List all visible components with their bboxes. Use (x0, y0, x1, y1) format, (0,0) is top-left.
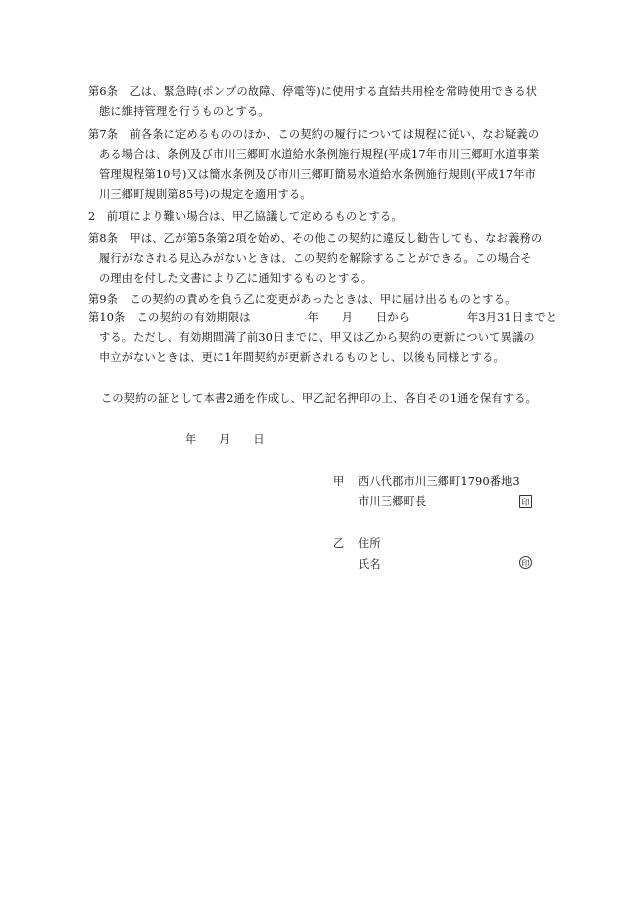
party-a-address: 西八代郡市川三郷町1790番地3 (358, 475, 520, 488)
party-b-address-label: 住所 (358, 537, 381, 550)
article-7-paragraph-2: 2 前項により難い場合は、甲乙協議して定めるものとする。 (88, 210, 403, 223)
article-7-line-2: ある場合は、条例及び市川三郷町水道給水条例施行規程(平成17年市川三郷町水道事業 (99, 148, 540, 161)
party-a-name: 市川三郷町長 (358, 495, 427, 508)
party-b-seal: 印 (519, 556, 532, 569)
contract-date: 年 月 日 (185, 433, 265, 446)
article-7-line-3: 管理規程第10号)又は簡水条例及び市川三郷町簡易水道給水条例施行規則(平成17年市 (99, 168, 536, 181)
party-a-label: 甲 (333, 475, 345, 488)
article-6-line-2: 態に維持管理を行うものとする。 (99, 105, 270, 118)
article-8-line-2: 履行がなされる見込みがないときは、この契約を解除することができる。この場合そ (99, 252, 532, 265)
party-b-label: 乙 (333, 537, 345, 550)
party-a-seal: 印 (519, 495, 532, 508)
article-10-line-3: 申立がないときは、更に1年間契約が更新されるものとし、以後も同様とする。 (99, 351, 505, 364)
article-7-line-1: 第7条 前各条に定めるもののほか、この契約の履行については規程に従い、なお疑義の (88, 128, 540, 141)
witness-clause: この契約の証として本書2通を作成し、甲乙記名押印の上、各自その1通を保有する。 (101, 392, 537, 405)
article-6-line-1: 第6条 乙は、緊急時(ポンプの故障、停電等)に使用する直結共用栓を常時使用できる状 (88, 85, 538, 98)
article-10-line-1: 第10条 この契約の有効期限は 年 月 日から 年3月31日までと (88, 311, 558, 324)
article-8-line-1: 第8条 甲は、乙が第5条第2項を始め、その他この契約に違反し勧告しても、なお義務の (88, 232, 543, 245)
article-9: 第9条 この契約の責めを負う乙に変更があったときは、甲に届け出るものとする。 (88, 293, 517, 306)
article-7-line-4: 川三郷町規則第85号)の規定を適用する。 (99, 188, 312, 201)
party-b-name-label: 氏名 (358, 558, 381, 571)
article-10-line-2: する。ただし、有効期間満了前30日までに、甲又は乙から契約の更新について異議の (99, 331, 535, 344)
article-8-line-3: の理由を付した文書により乙に通知するものとする。 (99, 272, 373, 285)
